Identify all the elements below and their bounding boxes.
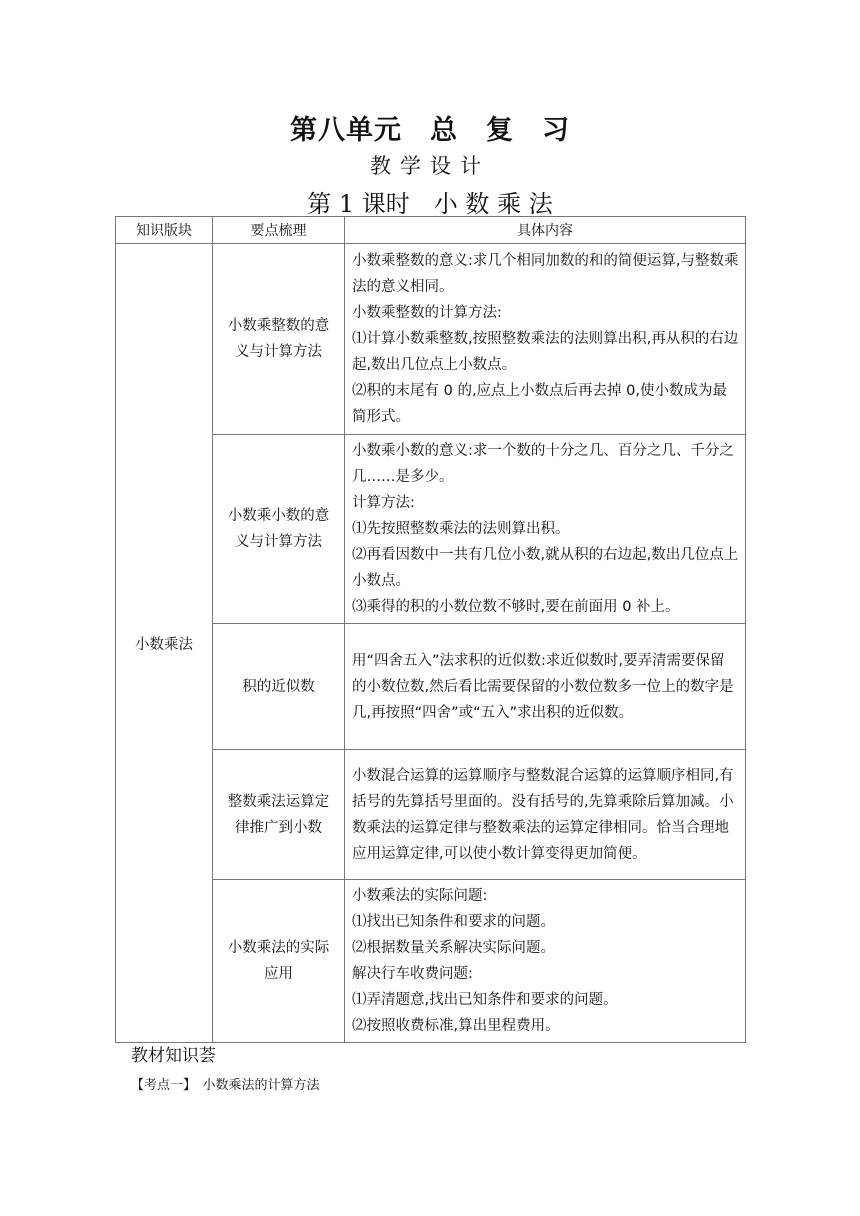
key-point-cell: 小数乘法的实际应用 <box>213 880 345 1043</box>
content-line: ⑵积的末尾有 0 的,应点上小数点后再去掉 0,使小数成为最简形式。 <box>352 383 727 425</box>
content-line: ⑴计算小数乘整数,按照整数乘法的法则算出积,再从积的右边起,数出几位点上小数点。 <box>352 331 739 373</box>
key-point-cell: 小数乘小数的意义与计算方法 <box>213 435 345 624</box>
table-header-row <box>116 217 746 244</box>
content-line: 解决行车收费问题: <box>352 966 473 982</box>
section-title: 教材知识荟 <box>131 1046 216 1066</box>
keypoint-heading: 【考点一】 小数乘法的计算方法 <box>131 1078 320 1093</box>
content-line: ⑴先按照整数乘法的法则算出积。 <box>352 521 570 537</box>
knowledge-table <box>115 216 746 1043</box>
content-cell <box>345 750 746 880</box>
content-line: 小数乘小数的意义:求一个数的十分之几、百分之几、千分之几……是多少。 <box>352 443 734 485</box>
lesson-title: 第 1 课时 小 数 乘 法 <box>307 190 553 218</box>
content-cell <box>345 244 746 435</box>
header-knowledge-block: 知识版块 <box>116 217 213 244</box>
knowledge-block-cell: 小数乘法 <box>116 244 213 1043</box>
content-line: 小数乘整数的计算方法: <box>352 305 502 321</box>
content-line: ⑶乘得的积的小数位数不够时,要在前面用 0 补上。 <box>352 599 680 615</box>
content-cell <box>345 624 746 750</box>
design-subtitle: 教学设计 <box>370 154 490 178</box>
unit-title: 第八单元 总 复 习 <box>290 115 570 146</box>
key-point-cell: 小数乘整数的意义与计算方法 <box>213 244 345 435</box>
header-key-points: 要点梳理 <box>213 217 345 244</box>
content-line: 小数乘整数的意义:求几个相同加数的和的简便运算,与整数乘法的意义相同。 <box>352 253 739 295</box>
content-line: ⑵再看因数中一共有几位小数,就从积的右边起,数出几位点上小数点。 <box>352 547 739 589</box>
content-line: 用“四舍五入”法求积的近似数:求近似数时,要弄清需要保留的小数位数,然后看比需要保留的小数位数多一位上的数字是几,再按照“四舍”或“五入”求出积的近似数。 <box>352 652 734 721</box>
content-line: ⑴弄清题意,找出已知条件和要求的问题。 <box>352 992 618 1008</box>
content-cell <box>345 880 746 1043</box>
header-specific-content: 具体内容 <box>345 217 746 244</box>
content-line: ⑴找出已知条件和要求的问题。 <box>352 914 555 930</box>
content-line: 小数乘法的实际问题: <box>352 888 488 904</box>
key-point-cell: 整数乘法运算定律推广到小数 <box>213 750 345 880</box>
content-line: ⑵根据数量关系解决实际问题。 <box>352 940 555 956</box>
key-point-cell: 积的近似数 <box>213 624 345 750</box>
content-line: ⑵按照收费标准,算出里程费用。 <box>352 1018 560 1034</box>
content-line: 小数混合运算的运算顺序与整数混合运算的运算顺序相同,有括号的先算括号里面的。没有括号的,先算乘除后算加减。小数乘法的运算定律与整数乘法的运算定律相同。恰当合理地应用运算定律,可以使小数计算变得更加简便。 <box>352 767 734 862</box>
content-cell <box>345 435 746 624</box>
content-line: 计算方法: <box>352 495 415 511</box>
table-row <box>116 244 746 435</box>
